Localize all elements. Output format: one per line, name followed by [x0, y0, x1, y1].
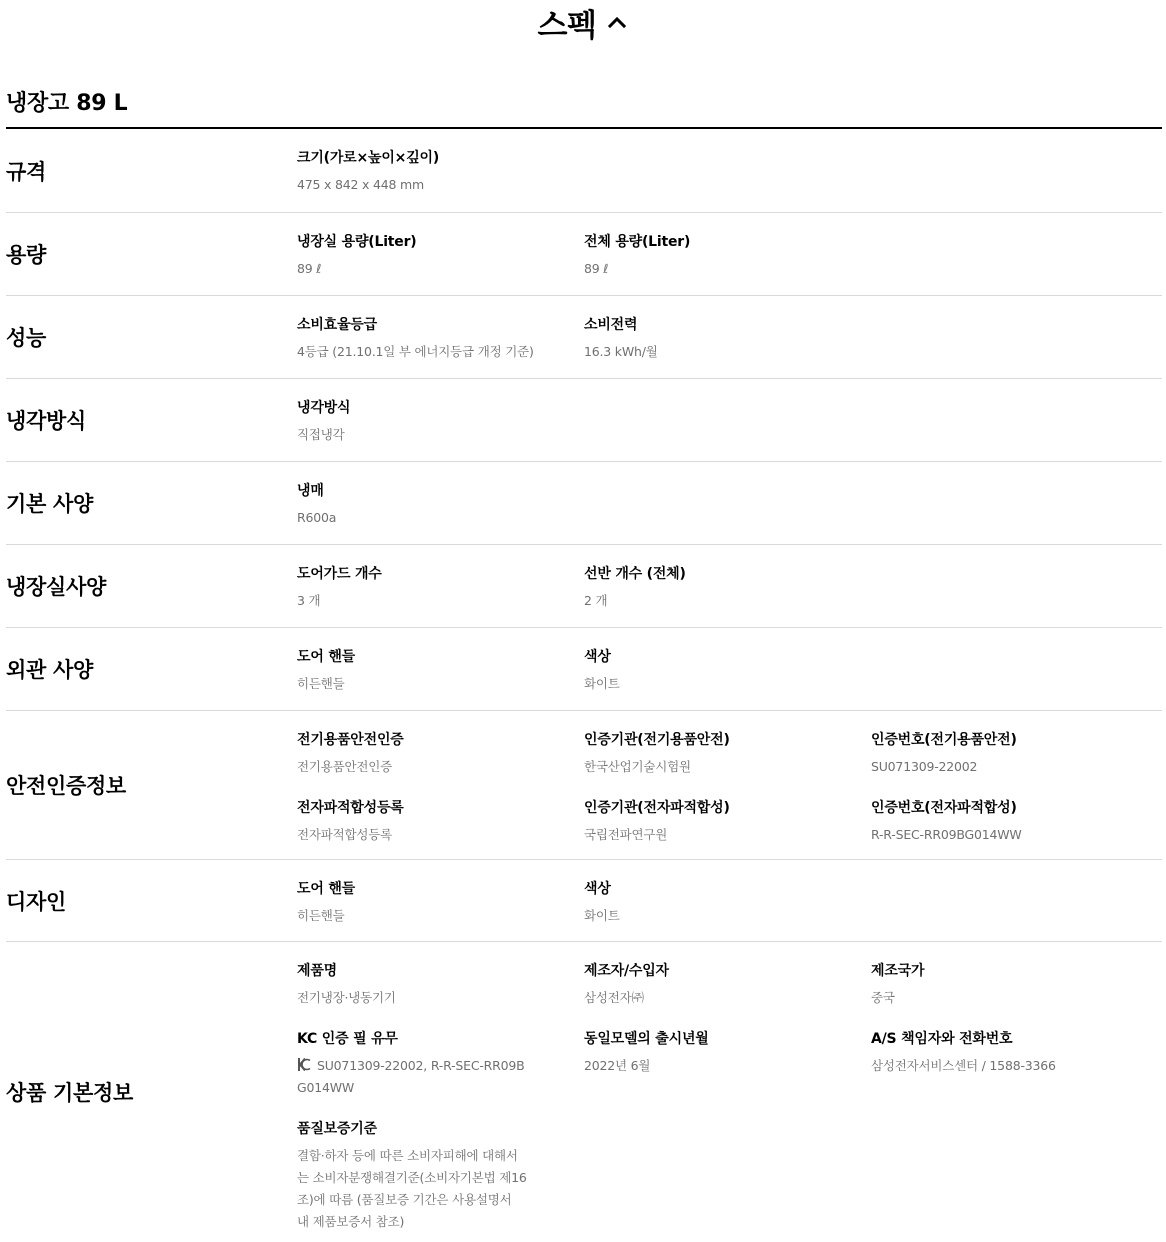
spec-label: 품질보증기준: [297, 1121, 377, 1137]
spec-items: [297, 731, 1158, 846]
spec-row-safety-cert: [6, 711, 1162, 860]
spec-item: [297, 565, 584, 612]
spec-row-basic: [6, 462, 1162, 545]
spec-value: 국립전파연구원: [584, 827, 668, 842]
spec-items: [297, 316, 1158, 363]
spec-value: 화이트: [584, 676, 620, 691]
spec-label: 냉각방식: [297, 400, 351, 416]
spec-item: [297, 1120, 584, 1233]
spec-label: A/S 책임자와 전화번호: [871, 1031, 1013, 1047]
spec-category: 디자인: [6, 889, 66, 914]
spec-label: KC 인증 필 유무: [297, 1031, 398, 1047]
spec-category: 외관 사양: [6, 658, 93, 682]
spec-value: 2022년 6월: [584, 1058, 651, 1073]
spec-row-fridge: [6, 545, 1162, 628]
spec-value: 삼성전자㈜: [584, 990, 644, 1005]
product-title: 냉장고 89 L: [6, 91, 128, 116]
spec-items: [297, 482, 1158, 529]
spec-row-design: [6, 860, 1162, 942]
spec-value: 직접냉각: [297, 427, 345, 442]
spec-row-product-info: [6, 942, 1162, 1242]
spec-label: 인증기관(전자파적합성): [584, 800, 730, 816]
spec-value: 전자파적합성등록: [297, 827, 393, 842]
spec-category: 용량: [6, 243, 46, 267]
spec-item: [584, 648, 871, 695]
spec-value: 전기용품안전인증: [297, 759, 393, 774]
spec-item: [297, 648, 584, 695]
spec-value: SU071309-22002: [871, 759, 978, 774]
spec-items: [297, 880, 1158, 927]
spec-label: 제조자/수입자: [584, 963, 669, 979]
spec-row-size: [6, 129, 1162, 213]
spec-label: 도어 핸들: [297, 881, 355, 897]
spec-value: 화이트: [584, 908, 620, 923]
spec-value: 히든핸들: [297, 676, 345, 691]
spec-value: [297, 1055, 527, 1099]
spec-value: 16.3 kWh/월: [584, 344, 658, 359]
spec-item: [297, 316, 584, 363]
spec-label: 색상: [584, 649, 611, 665]
spec-label: 인증기관(전기용품안전): [584, 732, 730, 748]
spec-category: 냉각방식: [6, 409, 86, 433]
spec-items: [297, 399, 1158, 446]
spec-value: 3 개: [297, 593, 321, 608]
spec-items: [297, 565, 1158, 612]
spec-value: 중국: [871, 990, 895, 1005]
spec-label: 소비효율등급: [297, 317, 377, 333]
spec-label: 전자파적합성등록: [297, 800, 404, 816]
spec-toggle[interactable]: [538, 0, 629, 45]
spec-item: [584, 962, 871, 1009]
spec-item: [297, 1030, 584, 1099]
spec-item: [871, 799, 1158, 846]
spec-items: [297, 233, 1158, 280]
spec-label: 제조국가: [871, 963, 925, 979]
spec-label: 인증번호(전자파적합성): [871, 800, 1017, 816]
spec-value: R-R-SEC-RR09BG014WW: [871, 827, 1022, 842]
spec-label: 선반 개수 (전체): [584, 566, 686, 582]
spec-items: [297, 648, 1158, 695]
spec-value: 한국산업기술시험원: [584, 759, 691, 774]
spec-item: [584, 1030, 871, 1099]
spec-item: [584, 731, 871, 778]
spec-label: 냉장실 용량(Liter): [297, 234, 417, 250]
spec-header: [0, 0, 1166, 44]
spec-item: [297, 233, 584, 280]
spec-item: [584, 799, 871, 846]
spec-item: [871, 962, 1158, 1009]
spec-items: [297, 962, 1158, 1233]
spec-item: [297, 482, 584, 529]
spec-label: 도어가드 개수: [297, 566, 382, 582]
spec-label: 전체 용량(Liter): [584, 234, 691, 250]
spec-label: 냉매: [297, 483, 324, 499]
spec-value: R600a: [297, 510, 337, 525]
spec-row-exterior: [6, 628, 1162, 711]
kc-mark-icon: [297, 1057, 311, 1072]
spec-value-text: SU071309-22002, R-R-SEC-RR09BG014WW: [297, 1058, 525, 1095]
spec-item: [584, 233, 871, 280]
spec-category: 성능: [6, 326, 46, 350]
spec-label: 색상: [584, 881, 611, 897]
spec-category: 안전인증정보: [6, 774, 126, 798]
spec-value: 2 개: [584, 593, 608, 608]
spec-item: [584, 565, 871, 612]
spec-label: 인증번호(전기용품안전): [871, 732, 1017, 748]
spec-item: [297, 799, 584, 846]
spec-label: 소비전력: [584, 317, 638, 333]
spec-value: 475 x 842 x 448 mm: [297, 177, 424, 192]
spec-item: [871, 1030, 1158, 1099]
spec-item: [297, 149, 584, 196]
spec-item: [584, 316, 871, 363]
spec-row-performance: [6, 296, 1162, 379]
spec-row-capacity: [6, 213, 1162, 296]
spec-value: 삼성전자서비스센터 / 1588-3366: [871, 1058, 1056, 1073]
spec-category: 냉장실사양: [6, 575, 106, 599]
spec-value: 89 ℓ: [584, 261, 609, 276]
spec-value: 히든핸들: [297, 908, 345, 923]
spec-category: 기본 사양: [6, 492, 93, 516]
spec-label: 전기용품안전인증: [297, 732, 404, 748]
spec-item: [297, 399, 584, 446]
spec-table: [6, 129, 1162, 1242]
spec-label: 도어 핸들: [297, 649, 355, 665]
spec-category: 상품 기본정보: [6, 1081, 133, 1105]
spec-title: 스펙: [537, 7, 597, 44]
spec-label: 제품명: [297, 963, 337, 979]
spec-item: [297, 880, 584, 927]
chevron-up-icon: [606, 11, 628, 33]
spec-row-cooling: [6, 379, 1162, 462]
spec-value: 4등급 (21.10.1일 부 에너지등급 개정 기준): [297, 344, 534, 359]
spec-items: [297, 149, 1158, 196]
spec-item: [584, 880, 871, 927]
spec-value: 89 ℓ: [297, 261, 322, 276]
spec-item: [297, 731, 584, 778]
spec-category: 규격: [6, 159, 46, 184]
spec-value: 결함·하자 등에 따른 소비자피해에 대해서는 소비자분쟁해결기준(소비자기본법 제16조)에 따름 (품질보증 기간은 사용설명서 내 제품보증서 참조): [297, 1148, 527, 1229]
spec-label: 동일모델의 출시년월: [584, 1031, 709, 1047]
spec-item: [871, 731, 1158, 778]
spec-value: 전기냉장·냉동기기: [297, 990, 396, 1005]
spec-item: [297, 962, 584, 1009]
spec-label: 크기(가로×높이×깊이): [297, 150, 440, 166]
